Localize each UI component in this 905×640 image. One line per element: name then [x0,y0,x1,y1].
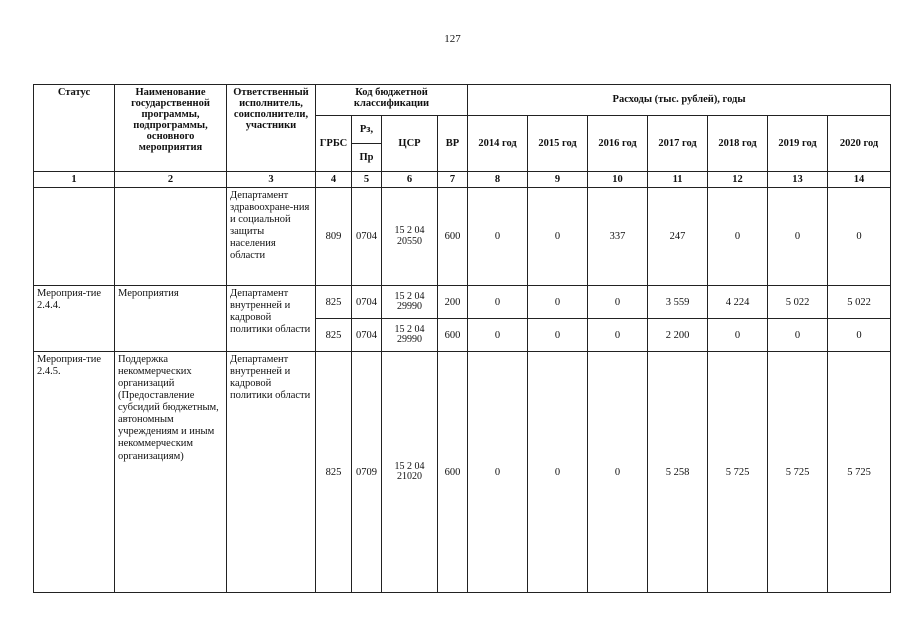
executor-cell: Департамент здравоохране-ния и социальной защиты населения области [227,188,316,286]
column-number: 10 [588,172,648,188]
column-number: 4 [316,172,352,188]
header-year-2015: 2015 год [528,116,588,172]
status-cell: Мероприя-тие 2.4.5. [34,352,115,593]
header-budget-code: Код бюджетной классификации [316,85,468,116]
status-cell [34,188,115,286]
column-number: 8 [468,172,528,188]
grbs-cell: 825 [316,286,352,319]
value-2018: 5 725 [708,352,768,593]
header-year-2016: 2016 год [588,116,648,172]
value-2018: 0 [708,188,768,286]
rzpr-cell: 0709 [352,352,382,593]
header-year-2017: 2017 год [648,116,708,172]
header-csr: ЦСР [382,116,438,172]
header-grbs: ГРБС [316,116,352,172]
column-number: 6 [382,172,438,188]
page-number: 127 [444,33,461,45]
value-2020: 0 [828,319,891,352]
column-number: 11 [648,172,708,188]
executor-cell: Департамент внутренней и кадровой политики области [227,286,316,352]
header-expenses: Расходы (тыс. рублей), годы [468,85,891,116]
table-row [34,286,891,319]
csr-cell: 15 2 04 29990 [382,319,438,352]
column-number: 2 [115,172,227,188]
header-rz: Рз, [352,116,382,144]
value-2019: 5 022 [768,286,828,319]
name-cell: Поддержка некоммерческих организаций (Предоставление субсидий бюджетным, автономным учреждениям и иным некоммерческим организациям) [115,352,227,593]
value-2016: 0 [588,319,648,352]
header-year-2018: 2018 год [708,116,768,172]
value-2019: 5 725 [768,352,828,593]
grbs-cell: 825 [316,319,352,352]
header-year-2019: 2019 год [768,116,828,172]
table-row [34,188,891,286]
value-2019: 0 [768,319,828,352]
vr-cell: 600 [438,319,468,352]
csr-cell: 15 2 04 29990 [382,286,438,319]
value-2018: 4 224 [708,286,768,319]
grbs-cell: 809 [316,188,352,286]
value-2014: 0 [468,319,528,352]
vr-cell: 600 [438,352,468,593]
value-2020: 0 [828,188,891,286]
value-2020: 5 725 [828,352,891,593]
name-cell [115,188,227,286]
value-2014: 0 [468,352,528,593]
value-2015: 0 [528,352,588,593]
vr-cell: 600 [438,188,468,286]
value-2015: 0 [528,286,588,319]
value-2017: 2 200 [648,319,708,352]
vr-cell: 200 [438,286,468,319]
header-pr: Пр [352,144,382,172]
budget-table [33,84,891,593]
column-number: 9 [528,172,588,188]
value-2014: 0 [468,188,528,286]
column-number: 1 [34,172,115,188]
header-year-2014: 2014 год [468,116,528,172]
csr-cell: 15 2 04 21020 [382,352,438,593]
column-number: 7 [438,172,468,188]
value-2016: 337 [588,188,648,286]
value-2020: 5 022 [828,286,891,319]
header-executor: Ответственный исполнитель, соисполнители, участники [227,85,316,172]
header-year-2020: 2020 год [828,116,891,172]
header-status: Статус [34,85,115,172]
executor-cell: Департамент внутренней и кадровой политики области [227,352,316,593]
header-vr: ВР [438,116,468,172]
csr-cell: 15 2 04 20550 [382,188,438,286]
value-2014: 0 [468,286,528,319]
status-cell: Мероприя-тие 2.4.4. [34,286,115,352]
grbs-cell: 825 [316,352,352,593]
rzpr-cell: 0704 [352,319,382,352]
value-2017: 3 559 [648,286,708,319]
value-2017: 5 258 [648,352,708,593]
value-2018: 0 [708,319,768,352]
column-number: 12 [708,172,768,188]
value-2015: 0 [528,319,588,352]
value-2015: 0 [528,188,588,286]
value-2016: 0 [588,352,648,593]
name-cell: Мероприятия [115,286,227,352]
value-2019: 0 [768,188,828,286]
column-number: 13 [768,172,828,188]
value-2017: 247 [648,188,708,286]
value-2016: 0 [588,286,648,319]
column-number-row [34,172,891,188]
rzpr-cell: 0704 [352,188,382,286]
header-name: Наименование государственной программы, подпрограммы, основного мероприятия [115,85,227,172]
column-number: 5 [352,172,382,188]
table-row [34,352,891,593]
column-number: 14 [828,172,891,188]
column-number: 3 [227,172,316,188]
rzpr-cell: 0704 [352,286,382,319]
